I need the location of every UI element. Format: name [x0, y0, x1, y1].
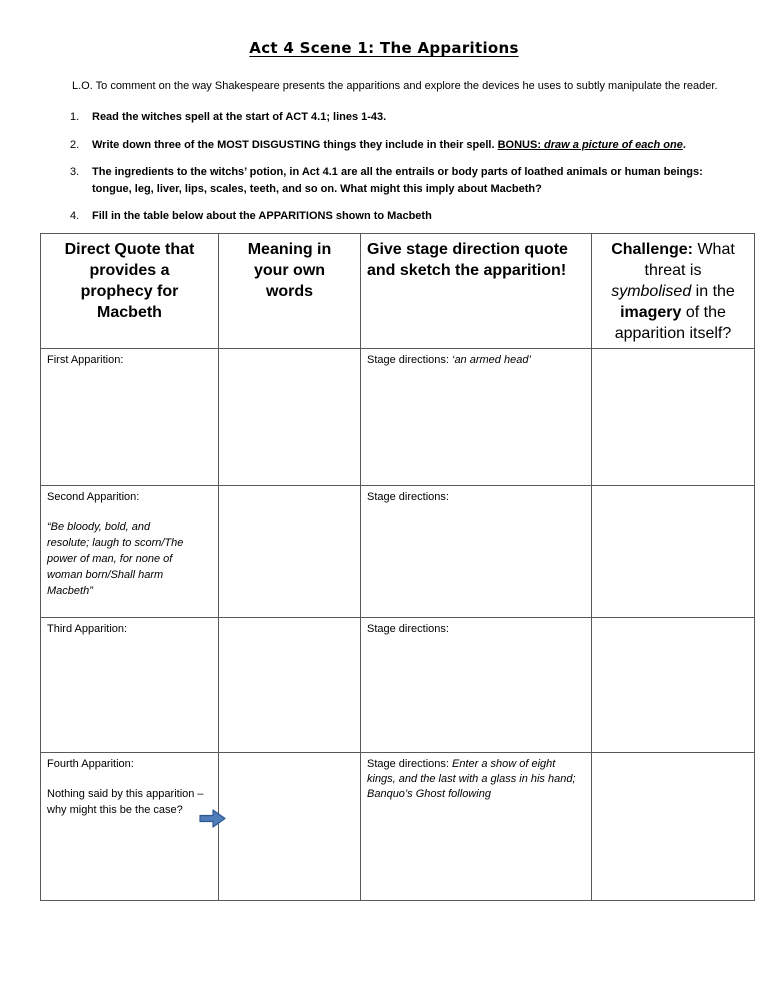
page-title	[0, 39, 768, 57]
task-item-3	[70, 164, 750, 198]
task-number: 1.	[70, 111, 80, 123]
header-line: Meaning in	[247, 241, 332, 258]
task-number: 3.	[70, 166, 80, 178]
header-line: prophecy for	[80, 283, 179, 300]
prophecy-quote	[47, 519, 212, 599]
task-number: 2.	[70, 139, 80, 151]
cell-quote	[41, 618, 219, 753]
bonus-label: BONUS:	[497, 139, 541, 151]
header-meaning	[219, 234, 361, 349]
apparition-label: Fourth Apparition:	[47, 758, 134, 770]
apparition-label: Third Apparition:	[47, 623, 128, 635]
task-item-4	[70, 208, 750, 225]
table-header-row	[41, 234, 755, 349]
stage-directions-quote: ‘an armed head’	[452, 354, 531, 366]
header-line: and sketch the apparition!	[367, 262, 567, 279]
cell-meaning	[219, 753, 361, 901]
header-line: Direct Quote that	[64, 241, 195, 258]
cell-stage-direction	[361, 618, 592, 753]
stage-directions-quote: Enter a show of eight kings, and the last with a glass in his hand; Banquo’s Ghost following	[367, 758, 576, 800]
header-line: provides a	[89, 262, 170, 279]
page-title-text: Act 4 Scene 1: The Apparitions	[249, 39, 519, 57]
cell-quote	[41, 486, 219, 618]
task-text-line: The ingredients to the witchs’ potion, in Act 4.1 are all the entrails or body parts of loathed animals or human beings:	[92, 166, 703, 178]
bonus-detail: draw a picture of each one	[541, 139, 683, 151]
challenge-run: of the apparition itself?	[614, 304, 732, 342]
challenge-run: in the	[691, 283, 735, 300]
stage-directions-label: Stage directions:	[367, 354, 452, 366]
stage-directions-label: Stage directions:	[367, 623, 449, 635]
task-number: 4.	[70, 210, 80, 222]
quote-line: resolute; laugh to scorn/The	[47, 537, 184, 549]
header-direct-quote	[41, 234, 219, 349]
cell-stage-direction	[361, 753, 592, 901]
apparition-label: Second Apparition:	[47, 491, 140, 503]
cell-challenge	[592, 349, 755, 486]
task-text: Write down three of the MOST DISGUSTING things they include in their spell.	[92, 139, 498, 151]
table-row-second-apparition	[41, 486, 755, 618]
challenge-text	[603, 239, 743, 344]
header-stage-direction	[361, 234, 592, 349]
cell-quote	[41, 349, 219, 486]
table-row-fourth-apparition	[41, 753, 755, 901]
cell-challenge	[592, 753, 755, 901]
cell-challenge	[592, 486, 755, 618]
apparition-label: First Apparition:	[47, 354, 124, 366]
apparition-note: Nothing said by this apparition – why might this be the case?	[47, 788, 204, 816]
task-text-suffix: .	[682, 139, 686, 151]
header-line: words	[265, 283, 314, 300]
blue-right-arrow-icon	[199, 809, 226, 828]
task-text: Fill in the table below about the APPARITIONS shown to Macbeth	[92, 210, 432, 222]
quote-line: power of man, for none of	[47, 553, 173, 565]
table-row-first-apparition	[41, 349, 755, 486]
task-text: Read the witches spell at the start of ACT 4.1; lines 1-43.	[92, 111, 387, 123]
stage-directions-label: Stage directions:	[367, 491, 449, 503]
cell-stage-direction	[361, 486, 592, 618]
cell-meaning	[219, 486, 361, 618]
header-line: Give stage direction quote	[367, 241, 568, 258]
cell-quote	[41, 753, 219, 901]
challenge-run: What threat is	[644, 241, 735, 279]
cell-meaning	[219, 349, 361, 486]
task-text-line: tongue, leg, liver, lips, scales, teeth, and so on. What might this imply about Macbeth?	[92, 183, 542, 195]
cell-stage-direction	[361, 349, 592, 486]
task-item-1	[70, 109, 750, 126]
learning-objective: L.O. To comment on the way Shakespeare presents the apparitions and explore the devices he uses to subtly manipulate the reader.	[72, 80, 718, 92]
cell-challenge	[592, 618, 755, 753]
challenge-run: symbolised	[611, 283, 692, 300]
header-line: your own	[253, 262, 326, 279]
task-item-2	[70, 137, 750, 154]
challenge-label: Challenge:	[611, 241, 693, 258]
header-challenge	[592, 234, 755, 349]
table-row-third-apparition	[41, 618, 755, 753]
quote-line: “Be bloody, bold, and	[47, 521, 151, 533]
quote-line: woman born/Shall harm	[47, 569, 164, 581]
challenge-run: imagery	[620, 304, 682, 321]
cell-meaning	[219, 618, 361, 753]
quote-line: Macbeth”	[47, 585, 93, 597]
apparitions-table	[40, 233, 755, 901]
stage-directions-label: Stage directions:	[367, 758, 452, 770]
header-line: Macbeth	[97, 304, 162, 321]
